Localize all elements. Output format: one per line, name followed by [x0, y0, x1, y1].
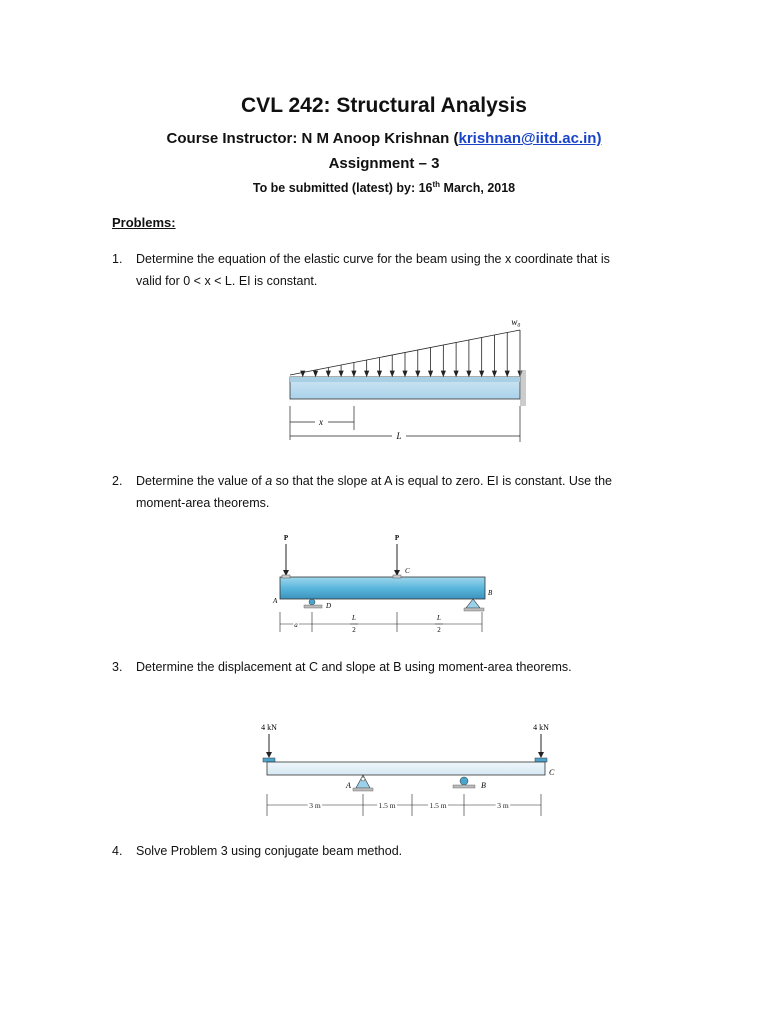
dim-3m-label: 3 m — [309, 801, 321, 810]
arrowhead — [266, 752, 272, 758]
problem-line: Solve Problem 3 using conjugate beam method. — [136, 844, 403, 858]
load-left-label: 4 kN — [261, 723, 277, 732]
instructor-email-link[interactable]: krishnan@iitd.ac.in) — [458, 130, 602, 147]
problem-line: valid for 0 < x < L. EI is constant. — [136, 274, 318, 288]
span-label: L — [396, 431, 402, 441]
arrowhead — [480, 371, 484, 376]
beam-top-edge — [290, 377, 520, 382]
figure-3-overhang-beam-4kn — [255, 718, 565, 823]
arrowhead — [441, 371, 445, 376]
problems-heading: Problems: — [112, 215, 176, 230]
bearing-plate — [535, 758, 547, 762]
problem-text — [136, 470, 676, 514]
dim-2-label: 2 — [352, 626, 356, 634]
arrowhead — [538, 752, 544, 758]
load-p-label: P — [283, 534, 289, 542]
arrowhead — [416, 371, 420, 376]
arrowhead — [390, 371, 394, 376]
problem-text-part: Determine the value of — [136, 474, 266, 488]
problem-line — [136, 470, 676, 492]
support-base — [464, 608, 484, 611]
due-date — [0, 180, 768, 195]
problem-line: moment-area theorems. — [136, 496, 270, 510]
problem-text-part: so that the slope at A is equal to zero. EI is constant. Use the — [272, 474, 612, 488]
beam — [267, 762, 545, 775]
point-a-label: A — [273, 597, 278, 605]
load-label: w₀ — [511, 317, 521, 327]
dim-a-label: a — [294, 621, 298, 629]
dim-2-label: 2 — [437, 626, 441, 634]
problem-line: Determine the equation of the elastic curve for the beam using the x coordinate that is — [136, 252, 610, 266]
problem-number: 2. — [112, 474, 123, 488]
point-b-label: B — [488, 589, 493, 597]
point-a-label: A — [346, 781, 351, 790]
point-b-label: B — [481, 781, 486, 790]
support-base — [304, 605, 322, 608]
document-title: CVL 242: Structural Analysis — [241, 94, 527, 117]
point-c-label: C — [549, 768, 555, 777]
support-base — [453, 785, 475, 788]
arrowhead — [352, 371, 356, 376]
arrowhead — [314, 371, 318, 376]
problem-line: Determine the displacement at C and slope at B using moment-area theorems. — [136, 660, 572, 674]
arrowhead — [339, 371, 343, 376]
due-suffix: March, 2018 — [440, 181, 516, 196]
arrowhead — [492, 371, 496, 376]
course-instructor — [0, 130, 768, 147]
arrowhead — [326, 371, 330, 376]
problem-text — [136, 248, 676, 292]
problem-text — [136, 840, 676, 862]
dim-1-5m-label: 1.5 m — [378, 801, 396, 810]
load-right-label: 4 kN — [533, 723, 549, 732]
dim-l-label: L — [352, 614, 356, 622]
x-label: x — [319, 417, 323, 427]
dim-1-5m-label: 1.5 m — [429, 801, 447, 810]
bearing-plate — [282, 575, 290, 578]
figure-1-triangular-load-beam — [280, 310, 540, 450]
distributed-load-arrows — [301, 330, 522, 376]
bearing-plate — [393, 575, 401, 578]
problem-number: 4. — [112, 844, 123, 858]
due-superscript: th — [432, 180, 441, 189]
arrowhead — [377, 371, 381, 376]
pin-support-b — [466, 599, 480, 608]
roller-support-d — [309, 599, 315, 605]
figure-2-overhang-beam — [268, 530, 508, 640]
arrowhead — [454, 371, 458, 376]
arrowhead — [429, 371, 433, 376]
roller-support-b — [460, 777, 468, 785]
point-d-label: D — [326, 602, 332, 610]
pin — [361, 777, 365, 781]
bearing-plate — [263, 758, 275, 762]
arrowhead — [505, 371, 509, 376]
problem-number: 3. — [112, 660, 123, 674]
due-prefix: To be submitted (latest) by: 16 — [252, 181, 433, 196]
point-c-label: C — [405, 567, 410, 575]
arrowhead — [301, 371, 305, 376]
dim-l-label: L — [437, 614, 441, 622]
arrowhead — [365, 371, 369, 376]
dim-3m-label: 3 m — [497, 801, 509, 810]
fixed-support — [520, 370, 526, 406]
variable-a: a — [265, 474, 273, 488]
load-p-label: P — [394, 534, 400, 542]
assignment-number: Assignment – 3 — [328, 155, 440, 172]
arrowhead — [403, 371, 407, 376]
problem-number: 1. — [112, 252, 123, 266]
arrowhead — [467, 371, 471, 376]
problem-text — [136, 656, 676, 678]
instructor-label: Course Instructor: N M Anoop Krishnan ( — [166, 130, 459, 147]
support-base — [353, 788, 373, 791]
beam — [280, 577, 485, 599]
